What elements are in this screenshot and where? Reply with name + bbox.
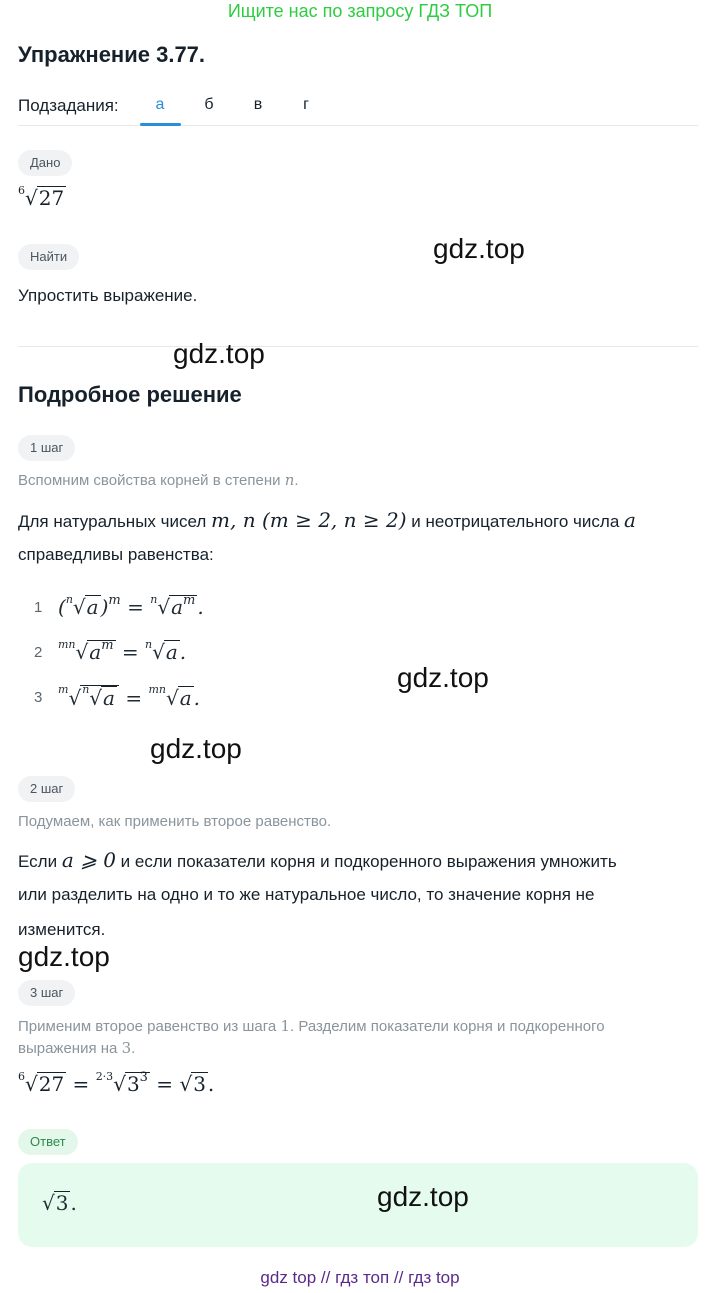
formula-2: $^{mn}√a^m = ^n√a$ . <box>58 638 187 664</box>
step1-hint: Вспомним свойства корней в степени n. <box>18 471 299 489</box>
watermark: gdz.top <box>433 233 525 264</box>
find-pill: Найти <box>18 244 79 270</box>
step2-line1-math: a ⩾ 0 <box>61 848 116 872</box>
given-root-index: 6 <box>18 184 25 197</box>
answer-expression: √3 . <box>42 1191 77 1215</box>
solution-title: Подробное решение <box>18 382 242 407</box>
step1-hint-text: Вспомним свойства корней в степени <box>18 472 281 489</box>
step3-hint-a: Применим второе равенство из шага <box>18 1018 277 1035</box>
answer-box <box>18 1163 698 1247</box>
list-num-1: 1 <box>34 599 43 616</box>
given-expression: $^6$√27 <box>18 184 65 210</box>
tab-b[interactable]: б <box>204 96 214 113</box>
section-divider <box>18 346 698 347</box>
find-text: Упростить выражение. <box>18 286 198 305</box>
watermark: gdz.top <box>377 1181 469 1212</box>
watermark: gdz.top <box>397 662 489 693</box>
step1-para-b: и неотрицательного числа <box>411 512 620 531</box>
step1-para-a: Для натуральных чисел <box>18 512 207 531</box>
answer-radicand: 3 <box>55 1191 69 1215</box>
watermark: gdz.top <box>173 338 265 369</box>
step3-hint2-b: . <box>131 1040 136 1057</box>
step3-pill: 3 шаг <box>18 980 75 1006</box>
step1-para-var: a <box>624 508 636 532</box>
step3-formula: $^6√27 = ^{2\cdot 3}√3^3 = √3$ . <box>18 1070 215 1096</box>
step2-line2: или разделить на одно и то же натуральное число, то значение корня не <box>18 885 595 904</box>
formula-1: ($^n$√a )$^m = ^n√a^m$ . <box>58 593 204 619</box>
step2-hint: Подумаем, как применить второе равенство. <box>18 813 332 830</box>
step1-paragraph-line2: справедливы равенства: <box>18 545 214 564</box>
step1-para-math: m, n (m ≥ 2, n ≥ 2) <box>211 508 407 532</box>
list-num-3: 3 <box>34 689 43 706</box>
step3-hint-b: . Разделим показатели корня и подкоренного <box>289 1018 605 1035</box>
subtasks-label: Подзадания: <box>18 96 119 115</box>
tab-a[interactable]: а <box>155 96 165 113</box>
watermark: gdz.top <box>150 733 242 764</box>
tab-g[interactable]: г <box>303 96 309 113</box>
page-title: Упражнение 3.77. <box>18 42 206 67</box>
step2-pill: 2 шаг <box>18 776 75 802</box>
formula-3: $^m$√$^n$√a = $^{mn}$√a . <box>58 683 201 710</box>
subtasks-bar <box>18 90 698 126</box>
top-banner: Ищите нас по запросу ГДЗ ТОП <box>227 1 493 21</box>
step3-hint2-a: выражения на <box>18 1040 118 1057</box>
answer-pill: Ответ <box>18 1129 78 1155</box>
step1-pill: 1 шаг <box>18 435 75 461</box>
tab-v[interactable]: в <box>253 96 263 113</box>
given-pill: Дано <box>18 150 72 176</box>
step2-line1-prefix: Если <box>18 852 58 871</box>
active-tab-indicator <box>140 123 181 126</box>
watermark: gdz.top <box>18 941 110 972</box>
step2-line1-rest: и если показатели корня и подкоренного выражения умножить <box>120 852 617 871</box>
step3-hint-num: 1 <box>280 1017 290 1035</box>
step3-hint-line1 <box>18 1017 605 1035</box>
list-num-2: 2 <box>34 644 43 661</box>
footer-links[interactable]: gdz top // гдз топ // гдз top <box>260 1268 460 1287</box>
step1-paragraph-line1 <box>18 508 636 532</box>
step3-hint-line2 <box>18 1039 135 1057</box>
step1-hint-var: n <box>284 471 295 489</box>
given-radicand: 27 <box>38 186 65 210</box>
step2-line3: изменится. <box>18 920 106 939</box>
step3-hint2-num: 3 <box>121 1039 132 1057</box>
step2-line1 <box>18 848 617 872</box>
